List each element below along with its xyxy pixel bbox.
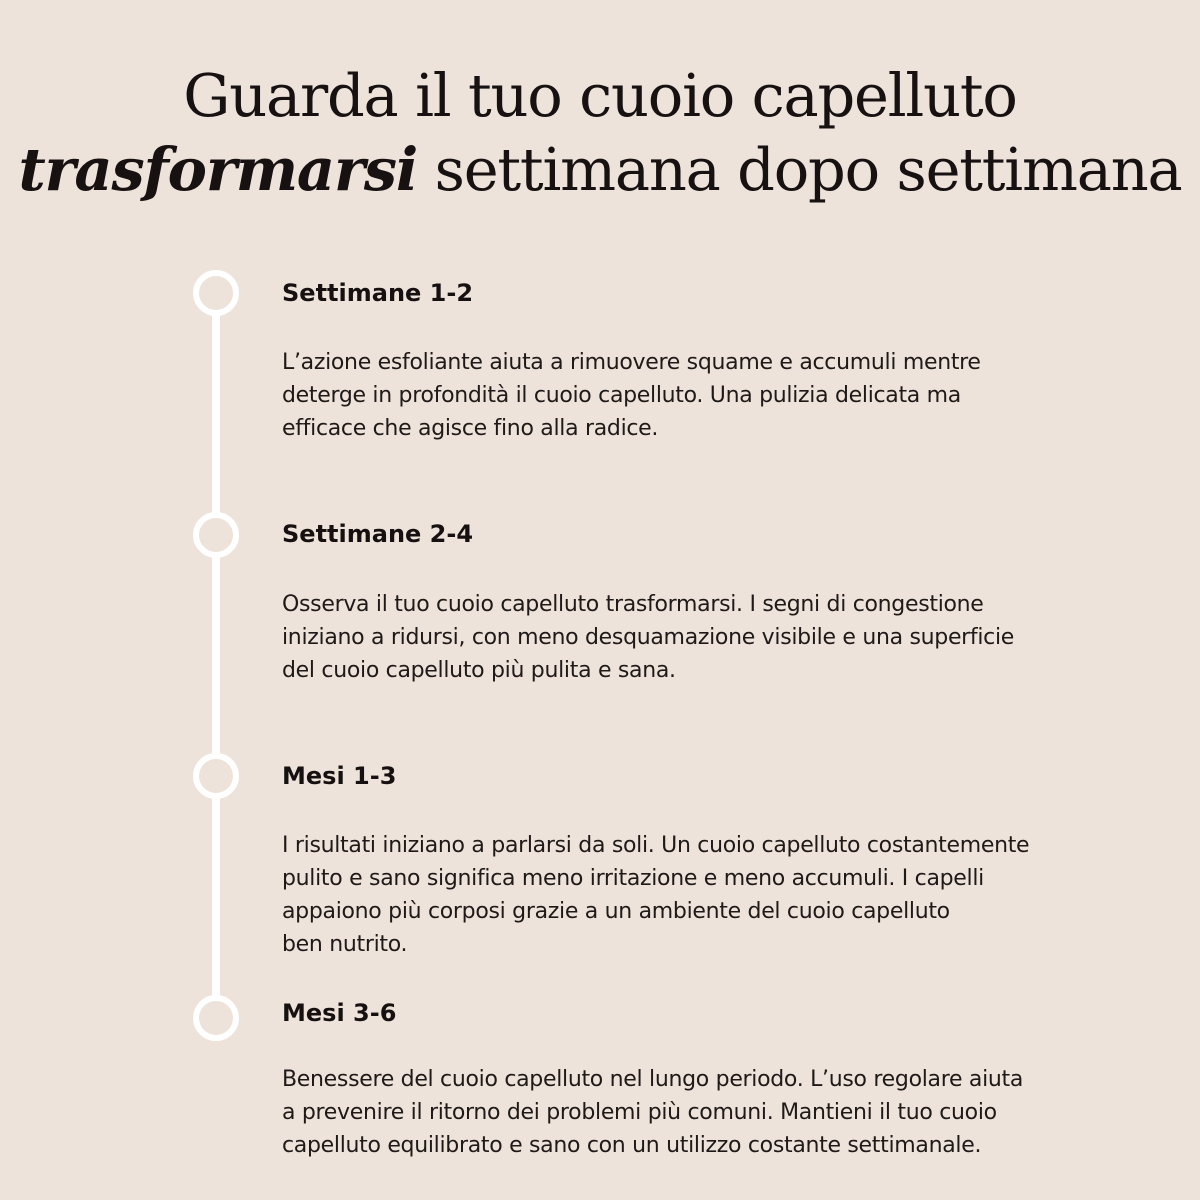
timeline-node-icon [193,270,239,316]
step-description-line: capelluto equilibrato e sano con un utilizzo costante settimanale. [282,1133,982,1158]
step-description-line: deterge in profondità il cuoio capelluto. Una pulizia delicata ma [282,383,961,408]
step-description [282,346,1142,445]
step-description-line: appaiono più corposi grazie a un ambiente del cuoio capelluto [282,899,950,924]
timeline-line [212,290,220,1020]
step-description-line: del cuoio capelluto più pulita e sana. [282,658,676,683]
step-description-line: Benessere del cuoio capelluto nel lungo periodo. L’uso regolare aiuta [282,1067,1024,1092]
title-text: Guarda il tuo cuoio capelluto [183,61,1017,130]
page-title-line-2 [0,132,1200,208]
step-description-line: L’azione esfoliante aiuta a rimuovere squame e accumuli mentre [282,350,981,375]
step-description [282,829,1142,961]
step-description [282,588,1142,687]
step-description [282,1063,1142,1162]
step-title: Settimane 2-4 [282,520,474,548]
step-description-line: ben nutrito. [282,932,408,957]
step-title: Mesi 3-6 [282,999,397,1027]
step-description-line: Osserva il tuo cuoio capelluto trasformarsi. I segni di congestione [282,592,984,617]
step-description-line: pulito e sano significa meno irritazione e meno accumuli. I capelli [282,866,984,891]
timeline-node-icon [193,753,239,799]
title-text-rest: settimana dopo settimana [417,135,1182,204]
step-description-line: iniziano a ridursi, con meno desquamazione visibile e una superficie [282,625,1015,650]
title-emphasis: trasformarsi [18,135,418,204]
step-description-line: I risultati iniziano a parlarsi da soli. Un cuoio capelluto costantemente [282,833,1030,858]
step-description-line: a prevenire il ritorno dei problemi più comuni. Mantieni il tuo cuoio [282,1100,997,1125]
step-description-line: efficace che agisce fino alla radice. [282,416,659,441]
step-title: Mesi 1-3 [282,762,397,790]
step-title: Settimane 1-2 [282,279,474,307]
timeline-node-icon [193,512,239,558]
page-title-line-1 [0,58,1200,134]
timeline-node-icon [193,995,239,1041]
